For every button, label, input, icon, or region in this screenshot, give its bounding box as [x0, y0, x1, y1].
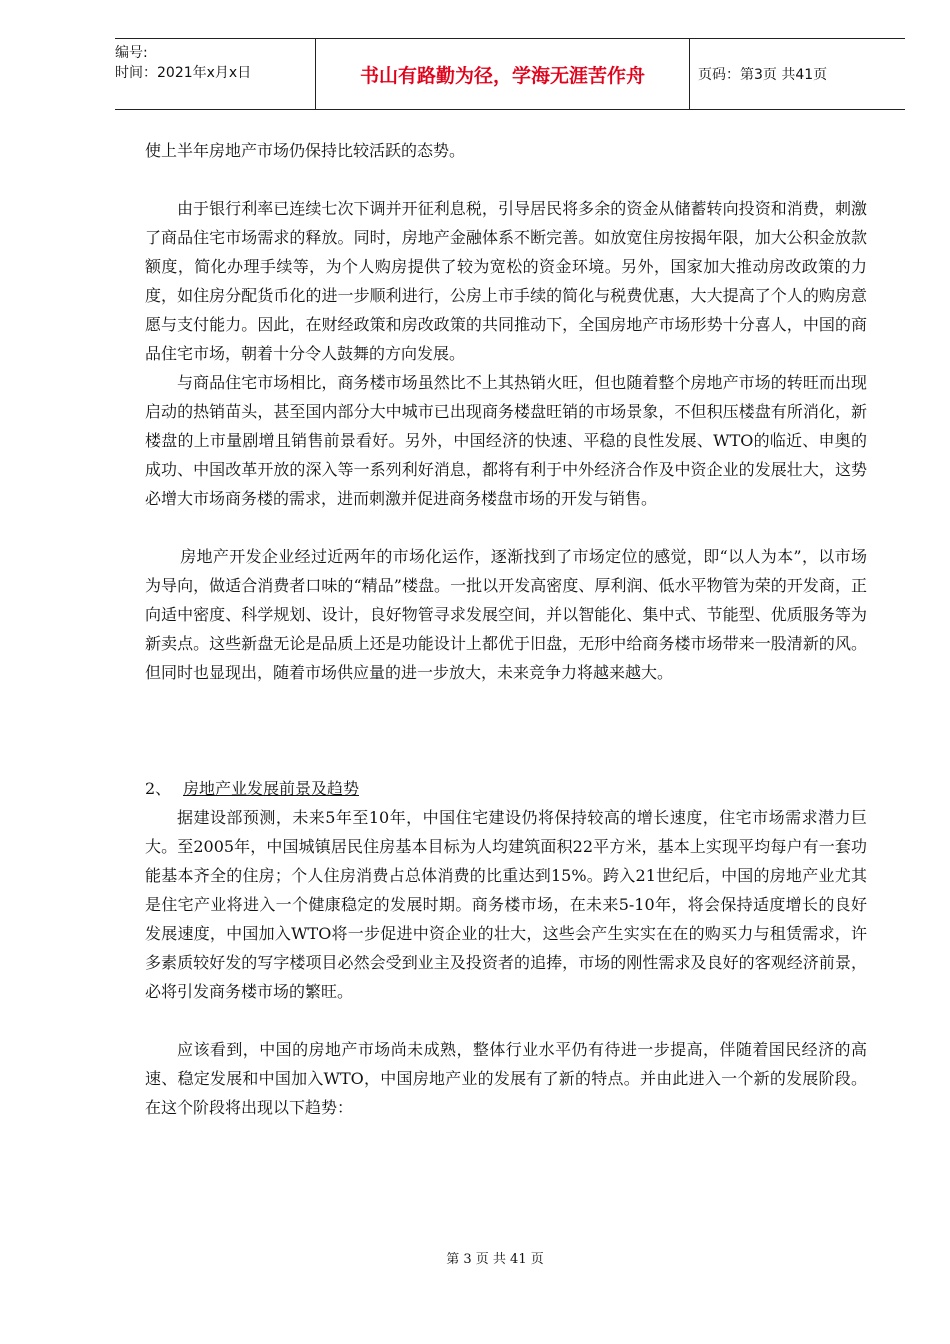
section-title: 房地产业发展前景及趋势: [183, 779, 360, 798]
paragraph: 与商品住宅市场相比，商务楼市场虽然比不上其热销火旺，但也随着整个房地产市场的转旺而出现启动的热销苗头，甚至国内部分大中城市已出现商务楼盘旺销的市场景象，不但积压楼盘有所消化，新楼盘的上市量剧增且销售前景看好。另外，中国经济的快速、平稳的良性发展、WTO的临近、申奥的成功、中国改革开放的深入等一系列利好消息，都将有利于中外经济合作及中资企业的发展壮大，这势必增大市场商务楼的需求，进而刺激并促进商务楼盘市场的开发与销售。: [145, 373, 867, 508]
document-body: [145, 136, 867, 1122]
spacer: [145, 687, 867, 745]
spacer: [145, 513, 867, 542]
spacer: [145, 1006, 867, 1035]
page-footer: 第 3 页 共 41 页: [446, 1252, 544, 1267]
paragraph: 据建设部预测，未来5年至10年，中国住宅建设仍将保持较高的增长速度，住宅市场需求潜力巨大。至2005年，中国城镇居民住房基本目标为人均建筑面积22平方米，基本上实现平均每户有一套功能基本齐全的住房；个人住房消费占总体消费的比重达到15%。跨入21世纪后，中国的房地产业尤其是住宅产业将进入一个健康稳定的发展时期。商务楼市场，在未来5-10年，将会保持适度增长的良好发展速度，中国加入WTO将一步促进中资企业的壮大，这些会产生实实在在的购买力与租赁需求，许多素质较好发的写字楼项目必然会受到业主及投资者的追捧，市场的刚性需求及良好的客观经济前景，必将引发商务楼市场的繁旺。: [145, 808, 867, 1001]
header-meta: [115, 39, 315, 113]
paragraph: 房地产开发企业经过近两年的市场化运作，逐渐找到了市场定位的感觉，即“以人为本”，以市场为导向，做适合消费者口味的“精品”楼盘。一批以开发高密度、厚利润、低水平物管为荣的开发商，正向适中密度、科学规划、设计，良好物管寻求发展空间，并以智能化、集中式、节能型、优质服务等为新卖点。这些新盘无论是品质上还是功能设计上都优于旧盘，无形中给商务楼市场带来一股清新的风。但同时也显现出，随着市场供应量的进一步放大，未来竞争力将越来越大。: [145, 547, 867, 682]
paragraph: 应该看到，中国的房地产市场尚未成熟，整体行业水平仍有待进一步提高，伴随着国民经济的高速、稳定发展和中国加入WTO，中国房地产业的发展有了新的特点。并由此进入一个新的发展阶段。 在这个阶段将出现以下趋势：: [145, 1040, 867, 1117]
time-label: 时间：2021年x月x日: [115, 65, 252, 81]
header-motto: 书山有路勤为径，学海无涯苦作舟: [315, 39, 690, 109]
section-number: 2、: [145, 779, 172, 798]
spacer: [145, 165, 867, 194]
page-header: [115, 38, 905, 110]
paragraph: 由于银行利率已连续七次下调并开征利息税，引导居民将多余的资金从储蓄转向投资和消费，刺激了商品住宅市场需求的释放。同时，房地产金融体系不断完善。如放宽住房按揭年限，加大公积金放款额度，简化办理手续等，为个人购房提供了较为宽松的资金环境。另外，国家加大推动房改政策的力度，如住房分配货币化的进一步顺利进行，公房上市手续的简化与税费优惠，大大提高了个人的购房意愿与支付能力。因此，在财经政策和房改政策的共同推动下，全国房地产市场形势十分喜人，中国的商品住宅市场，朝着十分令人鼓舞的方向发展。: [145, 199, 867, 363]
paragraph: 使上半年房地产市场仍保持比较活跃的态势。: [145, 141, 466, 160]
spacer: [145, 745, 867, 774]
serial-number-label: 编号:: [115, 45, 148, 61]
section-heading: [145, 774, 867, 803]
header-page-number: 页码：第3页 共41页: [698, 67, 828, 83]
